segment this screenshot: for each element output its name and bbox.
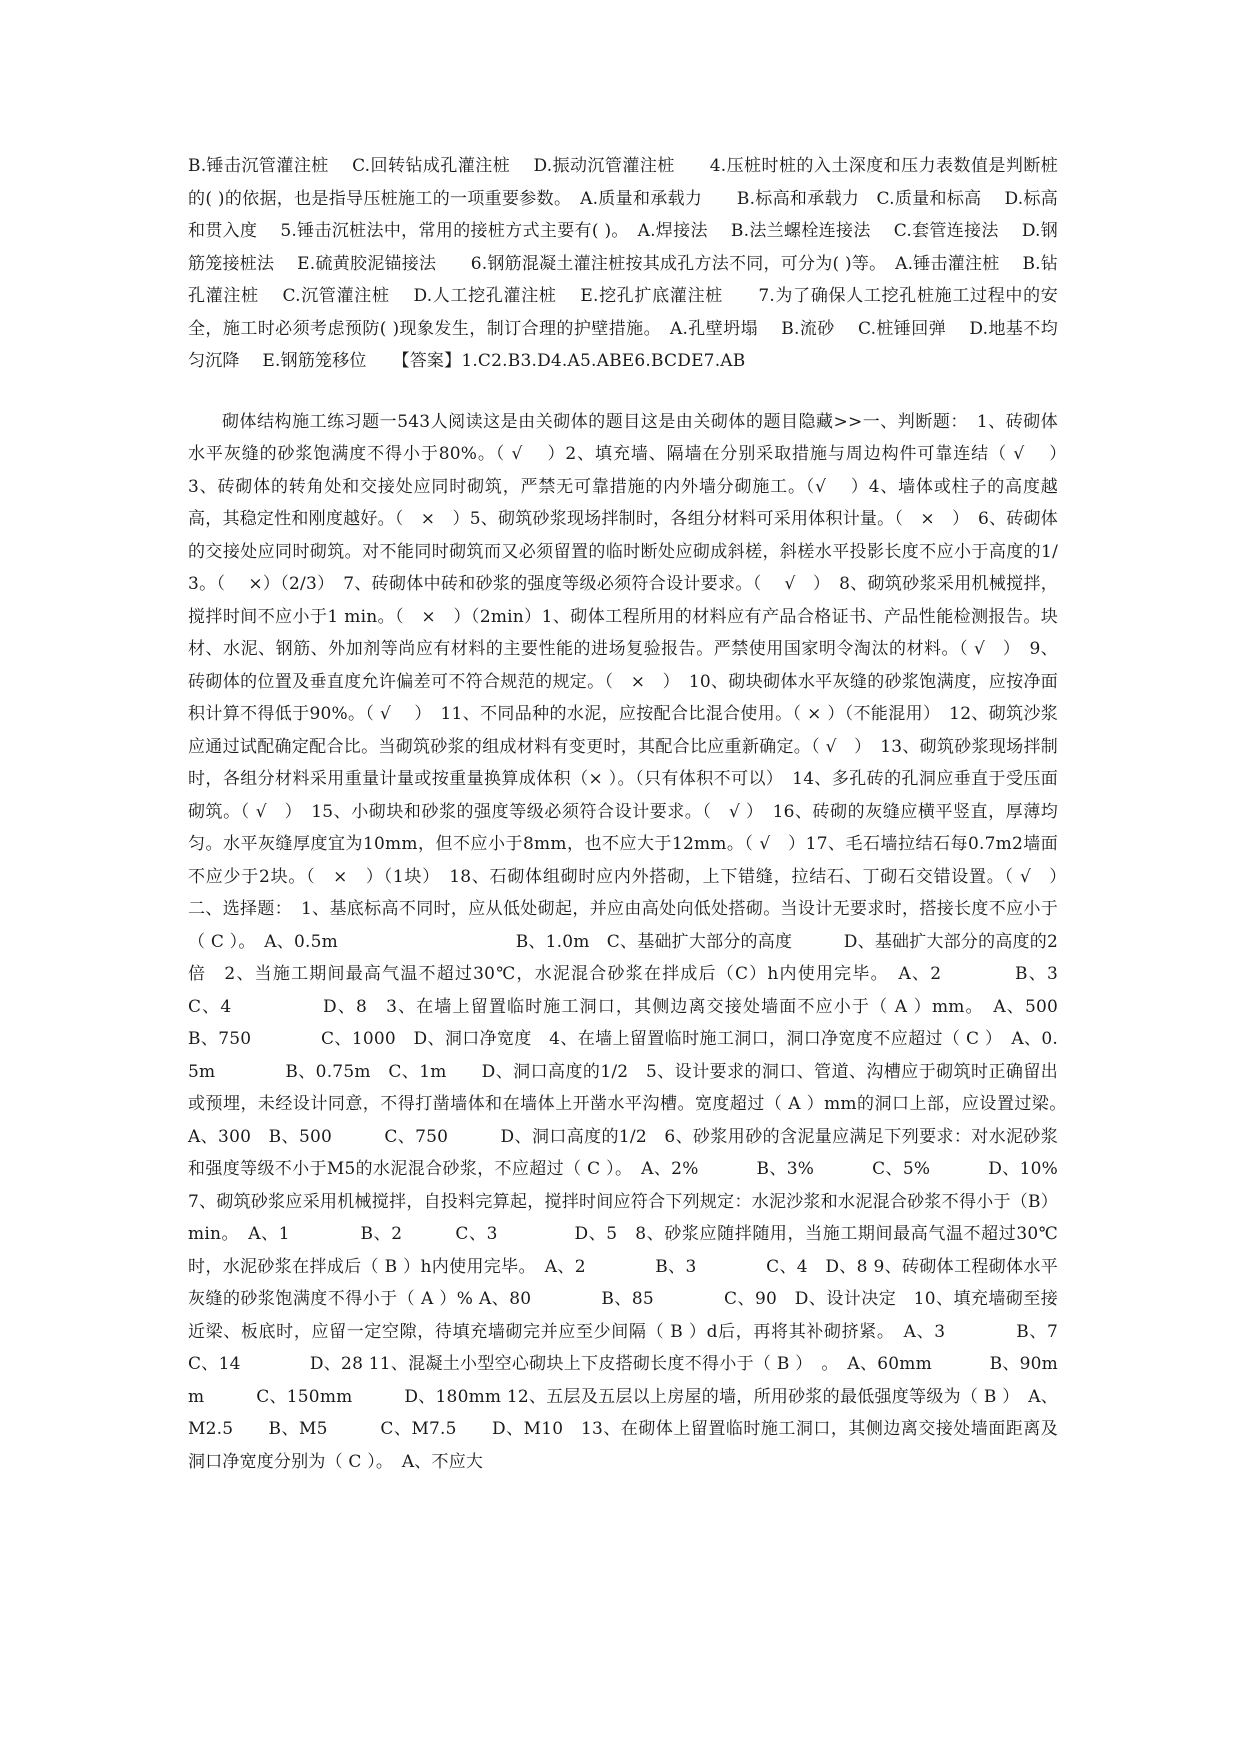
masonry-quiz-paragraph: 砌体结构施工练习题一543人阅读这是由关砌体的题目这是由关砌体的题目隐藏>>一、判断题： 1、砖砌体水平灰缝的砂浆饱满度不得小于80%。（ √ ）2、填充墙、隔墙在分别采取措施与周边构件可靠连结（ √ ） 3、砖砌体的转角处和交接处应同时砌筑，严禁无可靠措施的内外墙分砌施工。（√ ）4、墙体或柱子的高度越高，其稳定性和刚度越好。（ × ）5、砌筑砂浆现场拌制时，各组分材料可采用体积计量。（ × ） 6、砖砌体的交接处应同时砌筑。对不能同时砌筑而又必须留置的临时断处应砌成斜槎，斜槎水平投影长度不应小于高度的1/3。（ ×）（2/3） 7、砖砌体中砖和砂浆的强度等级必须符合设计要求。（ √ ） 8、砌筑砂浆采用机械搅拌，搅拌时间不应小于1 min。（ × ）（2min）1、砌体工程所用的材料应有产品合格证书、产品性能检测报告。块材、水泥、钢筋、外加剂等尚应有材料的主要性能的进场复验报告。严禁使用国家明令淘汰的材料。（ √ ） 9、砖砌体的位置及垂直度允许偏差可不符合规范的规定。（ × ） 10、砌块砌体水平灰缝的砂浆饱满度，应按净面积计算不得低于90%。（ √ ） 11、不同品种的水泥，应按配合比混合使用。（ × ）（不能混用） 12、砌筑沙浆应通过试配确定配合比。当砌筑砂浆的组成材料有变更时，其配合比应重新确定。（ √ ） 13、砌筑砂浆现场拌制时，各组分材料采用重量计量或按重量换算成体积（× ）。（只有体积不可以） 14、多孔砖的孔洞应垂直于受压面砌筑。（ √ ） 15、小砌块和砂浆的强度等级必须符合设计要求。（ √ ） 16、砖砌的灰缝应横平竖直，厚薄均匀。水平灰缝厚度宜为10mm，但不应小于8mm，也不应大于12mm。（ √ ）17、毛石墙拉结石每0.7m2墙面不应少于2块。（ × ）（1块） 18、石砌体组砌时应内外搭砌，上下错缝，拉结石、丁砌石交错设置。（ √ ） 二、选择题： 1、基底标高不同时，应从低处砌起，并应由高处向低处搭砌。当设计无要求时，搭接长度不应小于（ C ）。 A、0.5m B、1.0m C、基础扩大部分的高度 D、基础扩大部分的高度的2倍 2、当施工期间最高气温不超过30℃，水泥混合砂浆在拌成后（C）h内使用完毕。 A、2 B、3 C、4 D、8 3、在墙上留置临时施工洞口，其侧边离交接处墙面不应小于（ A ）mm。 A、500 B、750 C、1000 D、洞口净宽度 4、在墙上留置临时施工洞口，洞口净宽度不应超过（ C ） A、0.5m B、0.75m C、1m D、洞口高度的1/2 5、设计要求的洞口、管道、沟槽应于砌筑时正确留出或预埋，未经设计同意，不得打凿墙体和在墙体上开凿水平沟槽。宽度超过（ A ）mm的洞口上部，应设置过梁。 A、300 B、500 C、750 D、洞口高度的1/2 6、砂浆用砂的含泥量应满足下列要求：对水泥砂浆和强度等级不小于M5的水泥混合砂浆，不应超过（ C ）。 A、2% B、3% C、5% D、10% 7、砌筑砂浆应采用机械搅拌，自投料完算起，搅拌时间应符合下列规定：水泥沙浆和水泥混合砂浆不得小于（B）min。 A、1 B、2 C、3 D、5 8、砂浆应随拌随用，当施工期间最高气温不超过30℃时，水泥砂浆在拌成后（ B ）h内使用完毕。 A、2 B、3 C、4 D、8 9、砖砌体工程砌体水平灰缝的砂浆饱满度不得小于（ A ）% A、80 B、85 C、90 D、设计决定 10、填充墙砌至接近梁、板底时，应留一定空隙，待填充墙砌完并应至少间隔（ B ）d后，再将其补砌挤紧。 A、3 B、7 C、14 D、28 11、混凝土小型空心砌块上下皮搭砌长度不得小于（ B ） 。 A、60mm B、90mm C、150mm D、180mm 12、五层及五层以上房屋的墙，所用砂浆的最低强度等级为（ B ） A、M2.5 B、M5 C、M7.5 D、M10 13、在砌体上留置临时施工洞口，其侧边离交接处墙面距离及洞口净宽度分别为（ C ）。 A、不应大	[188, 411, 1127, 1472]
document-page	[188, 150, 1127, 1478]
answer-paragraph: B.锤击沉管灌注桩 C.回转钻成孔灌注桩 D.振动沉管灌注桩 4.压桩时桩的入土深度和压力表数值是判断桩的( )的依据，也是指导压桩施工的一项重要参数。 A.质量和承载力 B.标高和承载力 C.质量和标高 D.标高和贯入度 5.锤击沉桩法中，常用的接桩方式主要有( )。 A.焊接法 B.法兰螺栓连接法 C.套管连接法 D.钢筋笼接桩法 E.硫黄胶泥锚接法 6.钢筋混凝土灌注桩按其成孔方法不同，可分为( )等。 A.锤击灌注桩 B.钻孔灌注桩 C.沉管灌注桩 D.人工挖孔灌注桩 E.挖孔扩底灌注桩 7.为了确保人工挖孔桩施工过程中的安全，施工时必须考虑预防( )现象发生，制订合理的护壁措施。 A.孔壁坍塌 B.流砂 C.桩锤回弹 D.地基不均匀沉降 E.钢筋笼移位 【答案】1.C2.B3.D4.A5.ABE6.BCDE7.AB	[188, 156, 1058, 371]
paragraph-gap	[188, 378, 1058, 406]
